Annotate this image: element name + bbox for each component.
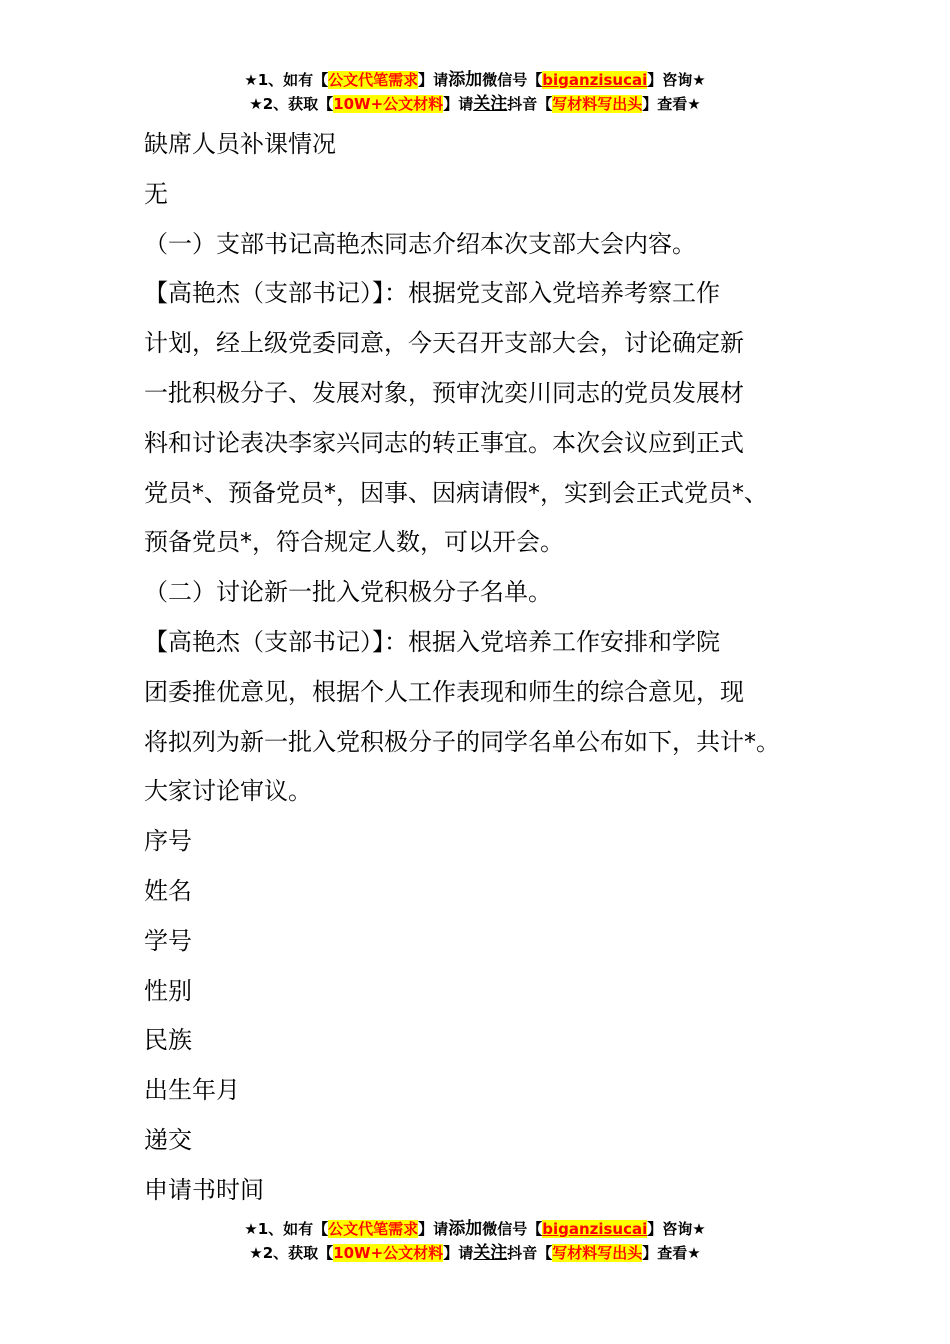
- banner-text: ★2、获取【: [249, 1244, 334, 1262]
- paragraph: 预备党员*，符合规定人数，可以开会。: [144, 528, 564, 557]
- table-header-cell: 序号: [144, 827, 192, 856]
- table-header-cell: 性别: [144, 976, 192, 1005]
- banner-highlight: 10W+公文材料: [333, 1244, 444, 1262]
- banner-highlight: 公文代笔需求: [328, 1220, 419, 1238]
- paragraph: 【高艳杰（支部书记）】：根据入党培养工作安排和学院: [144, 627, 720, 656]
- banner-text: 微信号【: [482, 71, 543, 89]
- header-banner: [0, 68, 950, 116]
- table-header-cell: 学号: [144, 926, 192, 955]
- paragraph: 无: [144, 179, 168, 208]
- banner-line-2: [0, 92, 950, 116]
- banner-text: 】请: [443, 1244, 474, 1262]
- banner-text: 】请: [418, 71, 449, 89]
- banner-text: 】查看★: [642, 1244, 701, 1262]
- document-body: [144, 120, 834, 1216]
- table-header-cell: 出生年月: [144, 1076, 240, 1105]
- banner-text: 抖音【: [507, 95, 553, 113]
- banner-highlight: biganzisucai: [542, 1220, 648, 1238]
- banner-emphasis: 关注: [473, 1243, 508, 1263]
- banner-highlight: 写材料写出头: [552, 95, 643, 113]
- banner-text: 】查看★: [642, 95, 701, 113]
- banner-highlight: biganzisucai: [542, 71, 648, 89]
- banner-text: ★2、获取【: [249, 95, 334, 113]
- banner-text: ★1、如有【: [244, 71, 329, 89]
- paragraph: 缺席人员补课情况: [144, 130, 336, 158]
- banner-text: 】咨询★: [647, 1220, 706, 1238]
- banner-text: 】请: [418, 1220, 449, 1238]
- banner-highlight: 公文代笔需求: [328, 71, 419, 89]
- section-heading: （二）讨论新一批入党积极分子名单。: [144, 578, 552, 607]
- banner-text: 】请: [443, 95, 474, 113]
- paragraph: 计划，经上级党委同意，今天召开支部大会，讨论确定新: [144, 329, 744, 358]
- paragraph: 【高艳杰（支部书记）】：根据党支部入党培养考察工作: [144, 279, 720, 308]
- table-header-cell: 民族: [144, 1026, 192, 1055]
- footer-banner: [0, 1217, 950, 1265]
- table-header-cell: 姓名: [144, 876, 192, 905]
- banner-text: 抖音【: [507, 1244, 553, 1262]
- paragraph: 将拟列为新一批入党积极分子的同学名单公布如下，共计*。: [144, 727, 780, 756]
- table-header-cell: 递交: [144, 1125, 192, 1154]
- section-heading: （一）支部书记高艳杰同志介绍本次支部大会内容。: [144, 229, 696, 258]
- banner-emphasis: 添加: [448, 1219, 483, 1239]
- banner-text: 微信号【: [482, 1220, 543, 1238]
- banner-emphasis: 添加: [448, 70, 483, 90]
- banner-emphasis: 关注: [473, 94, 508, 114]
- banner-line-1: [0, 68, 950, 92]
- banner-highlight: 写材料写出头: [552, 1244, 643, 1262]
- banner-line-2: [0, 1241, 950, 1265]
- table-header-cell: 申请书时间: [144, 1175, 264, 1204]
- banner-highlight: 10W+公文材料: [333, 95, 444, 113]
- paragraph: 大家讨论审议。: [144, 777, 312, 806]
- banner-text: 】咨询★: [647, 71, 706, 89]
- banner-text: ★1、如有【: [244, 1220, 329, 1238]
- paragraph: 一批积极分子、发展对象，预审沈奕川同志的党员发展材: [144, 378, 744, 407]
- paragraph: 党员*、预备党员*，因事、因病请假*，实到会正式党员*、: [144, 478, 768, 507]
- banner-line-1: [0, 1217, 950, 1241]
- paragraph: 料和讨论表决李家兴同志的转正事宜。本次会议应到正式: [144, 428, 744, 457]
- paragraph: 团委推优意见，根据个人工作表现和师生的综合意见，现: [144, 677, 744, 706]
